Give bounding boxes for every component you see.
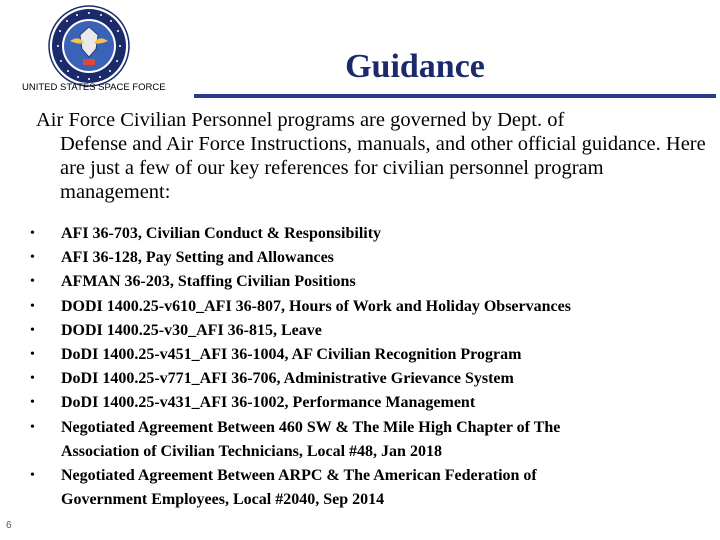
bullet-icon: •	[30, 419, 35, 435]
reference-text: Negotiated Agreement Between ARPC & The American Federation of	[61, 467, 537, 485]
bullet-icon: •	[30, 395, 35, 411]
reference-text: Government Employees, Local #2040, Sep 2014	[61, 491, 385, 509]
intro-first-line: Air Force Civilian Personnel programs are governed by Dept. of	[36, 109, 565, 131]
reference-text: Association of Civilian Technicians, Local #48, Jan 2018	[61, 442, 442, 460]
reference-item	[28, 416, 716, 440]
reference-item	[28, 367, 716, 391]
reference-text: Negotiated Agreement Between 460 SW & The Mile High Chapter of The	[61, 418, 561, 436]
reference-item-continuation	[28, 440, 716, 464]
reference-text: AFI 36-128, Pay Setting and Allowances	[61, 249, 334, 267]
reference-text: AFI 36-703, Civilian Conduct & Responsibility	[61, 225, 382, 242]
bullet-icon: •	[30, 468, 35, 484]
reference-list	[28, 222, 716, 512]
intro-paragraph	[36, 108, 711, 204]
reference-item	[28, 319, 716, 343]
reference-item	[28, 222, 716, 246]
bullet-icon: •	[30, 274, 35, 290]
bullet-icon: •	[30, 322, 35, 338]
reference-item	[28, 246, 716, 270]
bullet-icon: •	[30, 371, 35, 387]
reference-text: DoDI 1400.25-v431_AFI 36-1002, Performance Management	[61, 394, 476, 412]
department-seal-icon	[48, 5, 130, 87]
reference-text: DoDI 1400.25-v771_AFI 36-706, Administrative Grievance System	[61, 370, 514, 388]
bullet-icon: •	[30, 298, 35, 314]
reference-item-continuation	[28, 488, 716, 512]
bullet-icon: •	[30, 347, 35, 363]
intro-continuation: Defense and Air Force Instructions, manuals, and other official guidance. Here are just a few of our key references for civilian personnel program management:	[60, 133, 706, 203]
reference-item	[28, 343, 716, 367]
bullet-icon: •	[30, 226, 35, 241]
reference-item	[28, 295, 716, 319]
page-number: 6	[6, 520, 12, 531]
reference-text: DODI 1400.25-v30_AFI 36-815, Leave	[61, 321, 322, 339]
reference-item	[28, 270, 716, 294]
slide-title: Guidance	[345, 48, 485, 85]
title-divider	[194, 94, 716, 98]
bullet-icon: •	[30, 250, 35, 266]
reference-item	[28, 464, 716, 488]
reference-item	[28, 391, 716, 415]
reference-text: DoDI 1400.25-v451_AFI 36-1004, AF Civilian Recognition Program	[61, 346, 522, 364]
reference-text: AFMAN 36-203, Staffing Civilian Positions	[61, 273, 356, 291]
reference-text: DODI 1400.25-v610_AFI 36-807, Hours of Work and Holiday Observances	[61, 297, 571, 315]
org-label: UNITED STATES SPACE FORCE	[22, 82, 166, 93]
